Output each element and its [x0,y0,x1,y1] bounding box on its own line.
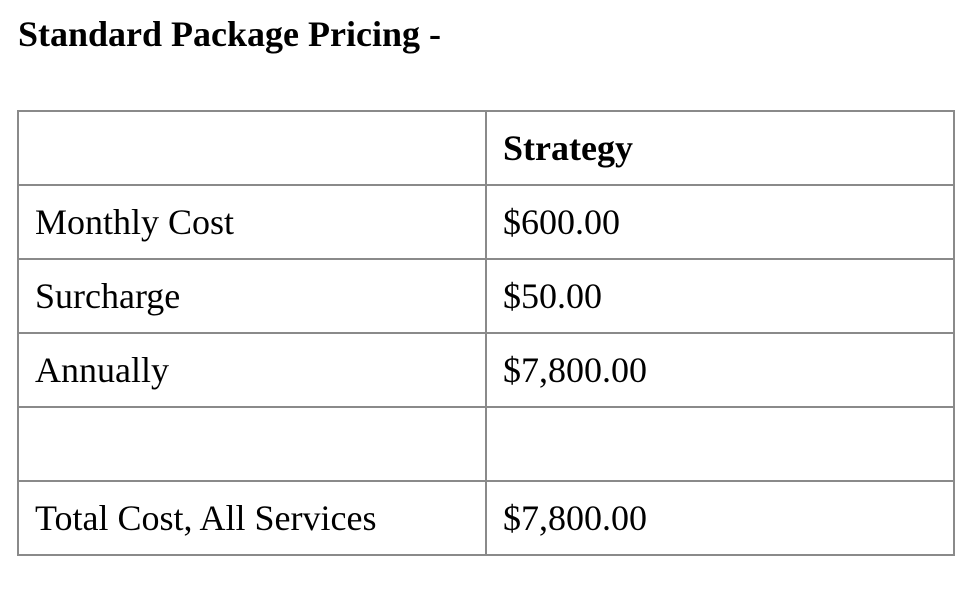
row-value: $7,800.00 [486,481,954,555]
row-label [18,407,486,481]
row-value: $50.00 [486,259,954,333]
page-title: Standard Package Pricing - [18,14,441,54]
row-value: $600.00 [486,185,954,259]
row-value [486,407,954,481]
row-label: Total Cost, All Services [18,481,486,555]
header-cell-strategy: Strategy [486,111,954,185]
table-header-row [18,111,954,185]
row-label: Monthly Cost [18,185,486,259]
row-value: $7,800.00 [486,333,954,407]
table-row-empty [18,407,954,481]
table-row-total [18,481,954,555]
table-row [18,185,954,259]
pricing-table [17,110,955,556]
row-label: Surcharge [18,259,486,333]
table-row [18,259,954,333]
row-label: Annually [18,333,486,407]
header-cell-empty [18,111,486,185]
table-row [18,333,954,407]
